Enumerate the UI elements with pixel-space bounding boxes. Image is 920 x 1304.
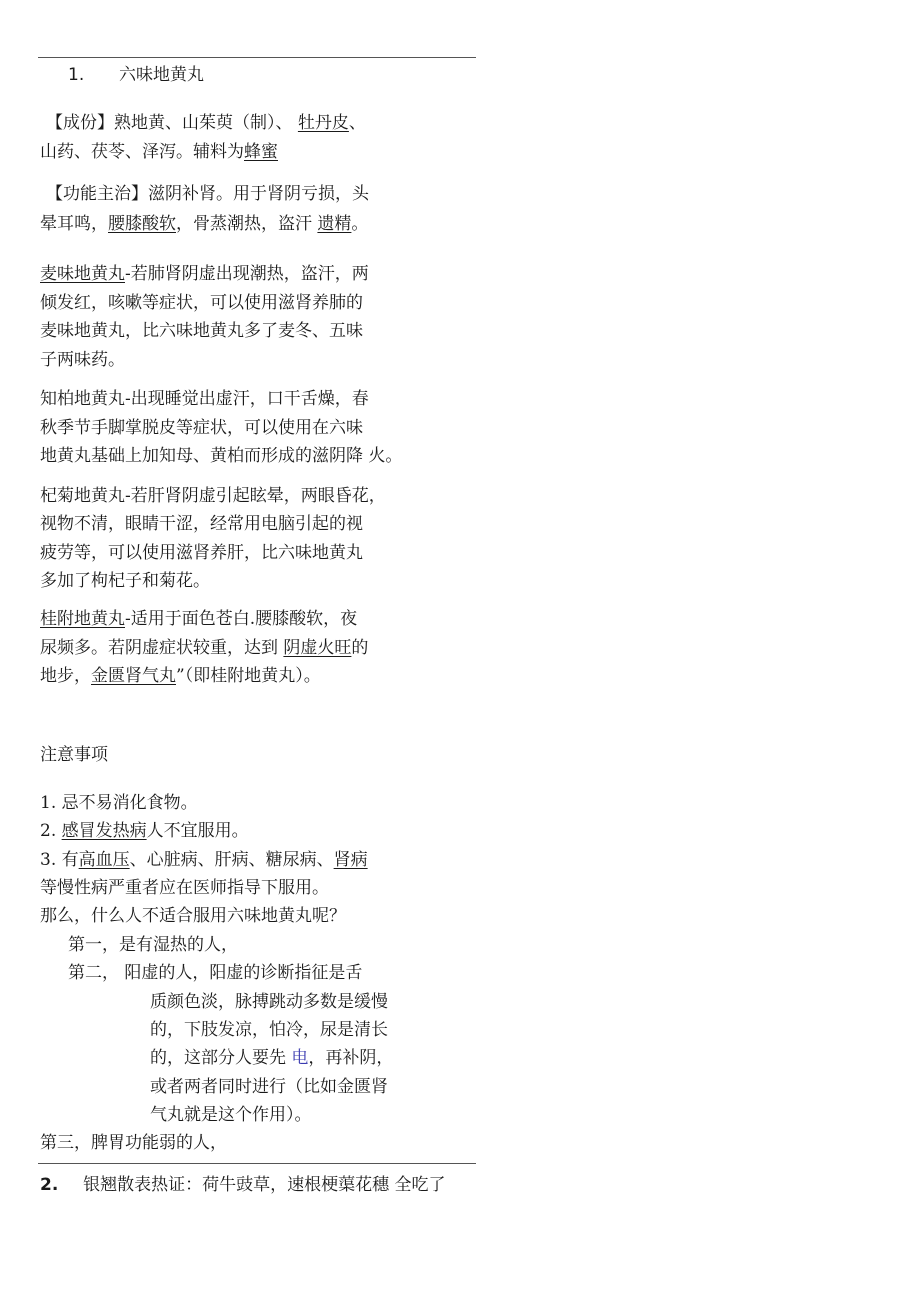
qiju-line-1: 杞菊地黄丸-若肝肾阴虚引起眩晕，两眼昏花，: [40, 486, 386, 506]
functions-text: 滋阴补肾。用于肾阴亏损，头: [148, 184, 369, 204]
term-mudanpi: 牡丹皮: [297, 113, 349, 133]
term-maiwei: 麦味地黄丸: [40, 264, 125, 284]
maiwei-text: -若肺肾阴虚出现潮热，盗汗，两: [125, 264, 369, 284]
functions-line-2: [40, 214, 368, 234]
note-3-text: 、心脏病、肝病、糖尿病、: [129, 850, 334, 870]
note-3-line-2: 等慢性病严重者应在医师指导下服用。: [40, 878, 329, 898]
term-guifu: 桂附地黄丸: [40, 609, 125, 629]
point-third: 第三，脾胃功能弱的人，: [40, 1133, 227, 1153]
top-rule: [38, 57, 476, 58]
section-2-text: 银翘散表热证：荷牛豉草，速根梗蕖花穗 全吃了: [83, 1175, 446, 1195]
point-second-text: ，再补阴，: [308, 1048, 394, 1068]
note-3-number: 3. 有: [40, 850, 79, 870]
guifu-text: 尿频多。若阴虚症状较重，达到: [40, 638, 284, 658]
point-second-line-5: 或者两者同时进行（比如金匮肾: [150, 1077, 388, 1097]
functions-line-1: [46, 184, 369, 204]
guifu-line-3: [40, 666, 321, 686]
maiwei-line-2: 倾发红，咳嗽等症状，可以使用滋肾养肺的: [40, 293, 363, 313]
section-1-heading: [68, 65, 204, 85]
guifu-text: -适用于面色苍白.腰膝酸软，夜: [125, 609, 358, 629]
term-yaoxisuanruan: 腰膝酸软: [108, 214, 176, 234]
functions-text: ，骨蒸潮热，盗汗: [176, 214, 318, 234]
zhibai-line-1: 知柏地黄丸-出现睡觉出虚汗，口干舌燥，春: [40, 389, 369, 409]
point-second-text: 的，这部分人要先: [150, 1048, 292, 1068]
note-2-number: 2.: [40, 821, 62, 841]
functions-text: 。: [351, 214, 369, 234]
ingredients-text: 熟地黄、山茱萸（制）、: [114, 113, 298, 133]
term-shenbing: 肾病: [333, 850, 368, 870]
ingredients-line-2: [40, 142, 278, 162]
guifu-line-2: [40, 638, 368, 658]
maiwei-line-4: 子两味药。: [40, 350, 125, 370]
ingredients-label: 【成份】: [46, 113, 114, 133]
ingredients-text: 山药、茯苓、泽泻。辅料为: [40, 142, 244, 162]
point-second-line-4: [150, 1048, 393, 1068]
qiju-line-4: 多加了枸杞子和菊花。: [40, 571, 210, 591]
ingredients-line-1: [46, 113, 366, 133]
note-1: 1. 忌不易消化食物。: [40, 793, 198, 813]
note-3-line-1: [40, 850, 368, 870]
question: 那么，什么人不适合服用六味地黄丸呢？: [40, 906, 346, 926]
guifu-text: ”（即桂附地黄丸）。: [176, 666, 321, 686]
point-first: 第一，是有湿热的人，: [68, 935, 238, 955]
functions-text: 晕耳鸣，: [40, 214, 108, 234]
term-gaoxueya: 高血压: [78, 850, 130, 870]
section-1-number: 1.: [68, 65, 85, 85]
point-second-line-2: 质颜色淡，脉搏跳动多数是缓慢: [150, 992, 388, 1012]
highlight-dian: 电: [291, 1048, 309, 1068]
section-2-heading: [40, 1175, 446, 1195]
section-1-title: 六味地黄丸: [119, 65, 205, 85]
qiju-line-2: 视物不清，眼睛干涩，经常用电脑引起的视: [40, 514, 363, 534]
point-second-line-1: 第二， 阳虚的人，阳虚的诊断指征是舌: [68, 963, 363, 983]
zhibai-line-2: 秋季节手脚掌脱皮等症状，可以使用在六味: [40, 418, 363, 438]
term-fengmi: 蜂蜜: [244, 142, 278, 162]
term-jinkuishenqiwan: 金匮肾气丸: [91, 666, 176, 686]
term-yinxuhuowang: 阴虚火旺: [283, 638, 352, 658]
middle-rule: [38, 1163, 476, 1164]
maiwei-line-1: [40, 264, 369, 284]
section-2-number: 2.: [40, 1175, 59, 1195]
point-second-line-6: 气丸就是这个作用）。: [150, 1105, 312, 1125]
notes-heading: 注意事项: [40, 745, 108, 765]
zhibai-line-3: 地黄丸基础上加知母、黄柏而形成的滋阴降 火。: [40, 446, 403, 466]
maiwei-line-3: 麦味地黄丸，比六味地黄丸多了麦冬、五味: [40, 321, 363, 341]
term-ganmao: 感冒发热病: [61, 821, 147, 841]
functions-label: 【功能主治】: [46, 184, 148, 204]
ingredients-text: 、: [348, 113, 366, 133]
note-2-text: 人不宜服用。: [146, 821, 249, 841]
qiju-line-3: 疲劳等，可以使用滋肾养肝，比六味地黄丸: [40, 543, 363, 563]
note-2: [40, 821, 249, 841]
guifu-line-1: [40, 609, 357, 629]
point-second-line-3: 的，下肢发凉，怕冷，尿是清长: [150, 1020, 388, 1040]
guifu-text: 的: [351, 638, 369, 658]
guifu-text: 地步，: [40, 666, 91, 686]
term-yijing: 遗精: [317, 214, 352, 234]
